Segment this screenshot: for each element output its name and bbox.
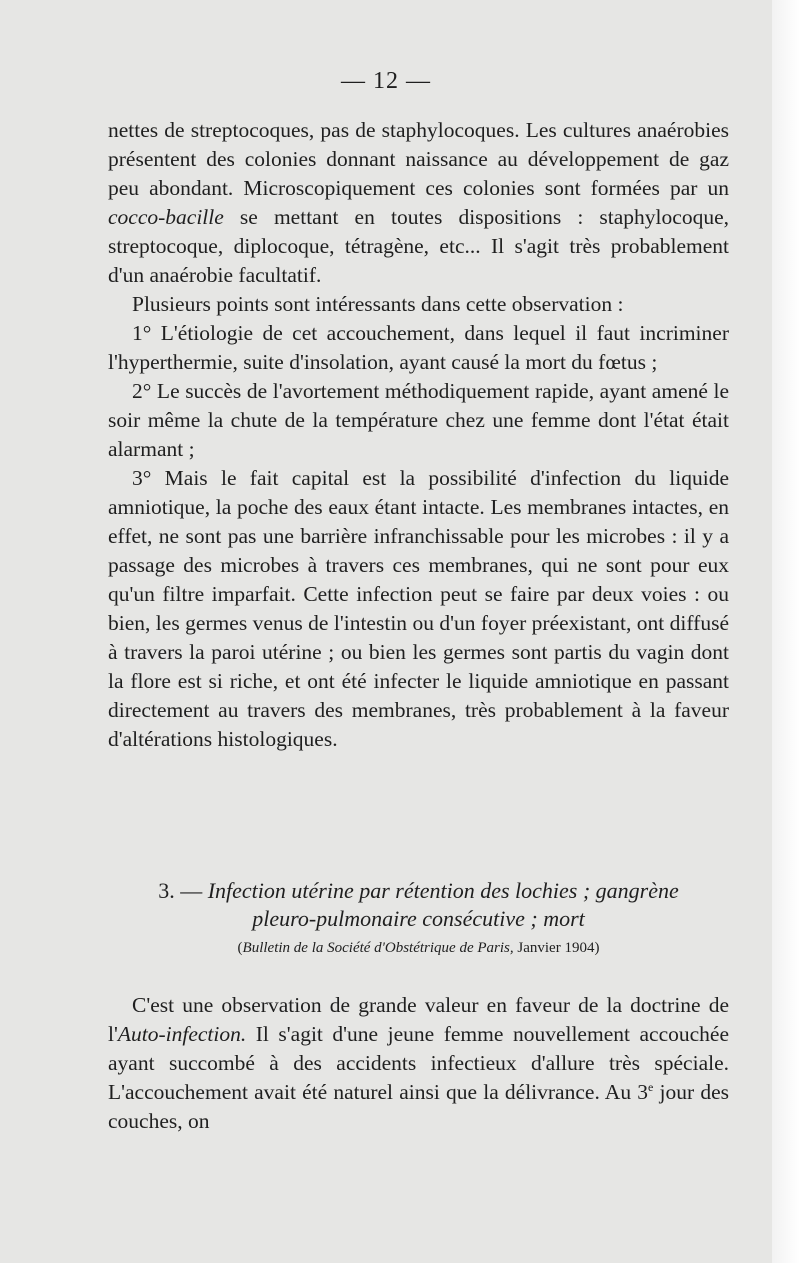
italic-term: Auto-infection.	[117, 1022, 247, 1046]
citation-journal: Bulletin de la Société d'Obstétrique de Paris,	[242, 940, 514, 956]
citation-date: Janvier 1904)	[513, 940, 600, 956]
paragraph-observation	[108, 991, 729, 1136]
section-number: 3. —	[158, 878, 208, 903]
text-run: Il s'agit d'une jeune femme nouvellement accouchée ayant succombé à des accidents infectieux d'allure très spéciale. L'accouchement avait été naturel ainsi que la délivrance. Au 3	[108, 1022, 729, 1104]
text-run: jour des couches, on	[108, 1080, 729, 1133]
paragraph-point-1: 1° L'étiologie de cet accouchement, dans lequel il faut incriminer l'hyperthermie, suite d'insolation, ayant causé la mort du fœtus ;	[108, 321, 729, 374]
source-citation	[108, 940, 729, 957]
page-edge	[772, 0, 800, 1263]
paragraph-point-3: 3° Mais le fait capital est la possibilité d'infection du liquide amniotique, la poche des eaux étant intacte. Les membranes intactes, en effet, ne sont pas une barrière infranchissable pour les microbes : il y a passage des microbes à travers ces membranes, qui ne sont pour eux qu'un filtre imparfait. Cette infection peut se faire par deux voies : ou bien, les germes venus de l'intestin ou d'un foyer préexistant, ont diffusé à travers la paroi utérine ; ou bien les germes sont partis du vagin dont la flore est si riche, et ont été infecter le liquide amniotique en passant directement au travers des membranes, très probablement à la faveur d'altérations histologiques.	[108, 466, 729, 751]
main-text-block	[108, 116, 729, 754]
text-run: C'est une observation de grande valeur en faveur de la doctrine de l'	[108, 993, 729, 1046]
paragraph-cultures	[108, 116, 729, 290]
section-text-block	[108, 991, 729, 1136]
italic-term: cocco-bacille	[108, 205, 224, 229]
page-number: — 12 —	[341, 68, 431, 94]
section-title-line-1: Infection utérine par rétention des lochies ; gangrène	[207, 878, 679, 903]
ordinal-superscript: e	[648, 1079, 654, 1094]
section-heading	[108, 877, 729, 933]
citation-paren: (	[237, 940, 243, 956]
paragraph-points: Plusieurs points sont intéressants dans cette observation :	[132, 292, 624, 316]
text-run: nettes de streptocoques, pas de staphylocoques. Les cultures anaérobies présentent des colonies donnant naissance au développement de gaz peu abondant. Microscopiquement ces colonies sont formées par un	[108, 118, 729, 200]
text-run: se mettant en toutes dispositions : staphylocoque, streptocoque, diplocoque, tétragène, etc... Il s'agit très probablement d'un anaérobie facultatif.	[108, 205, 729, 287]
section-title-line-2: pleuro-pulmonaire consécutive ; mort	[252, 906, 585, 931]
paragraph-point-2: 2° Le succès de l'avortement méthodiquement rapide, ayant amené le soir même la chute de la température chez une femme dont l'état était alarmant ;	[108, 379, 729, 461]
